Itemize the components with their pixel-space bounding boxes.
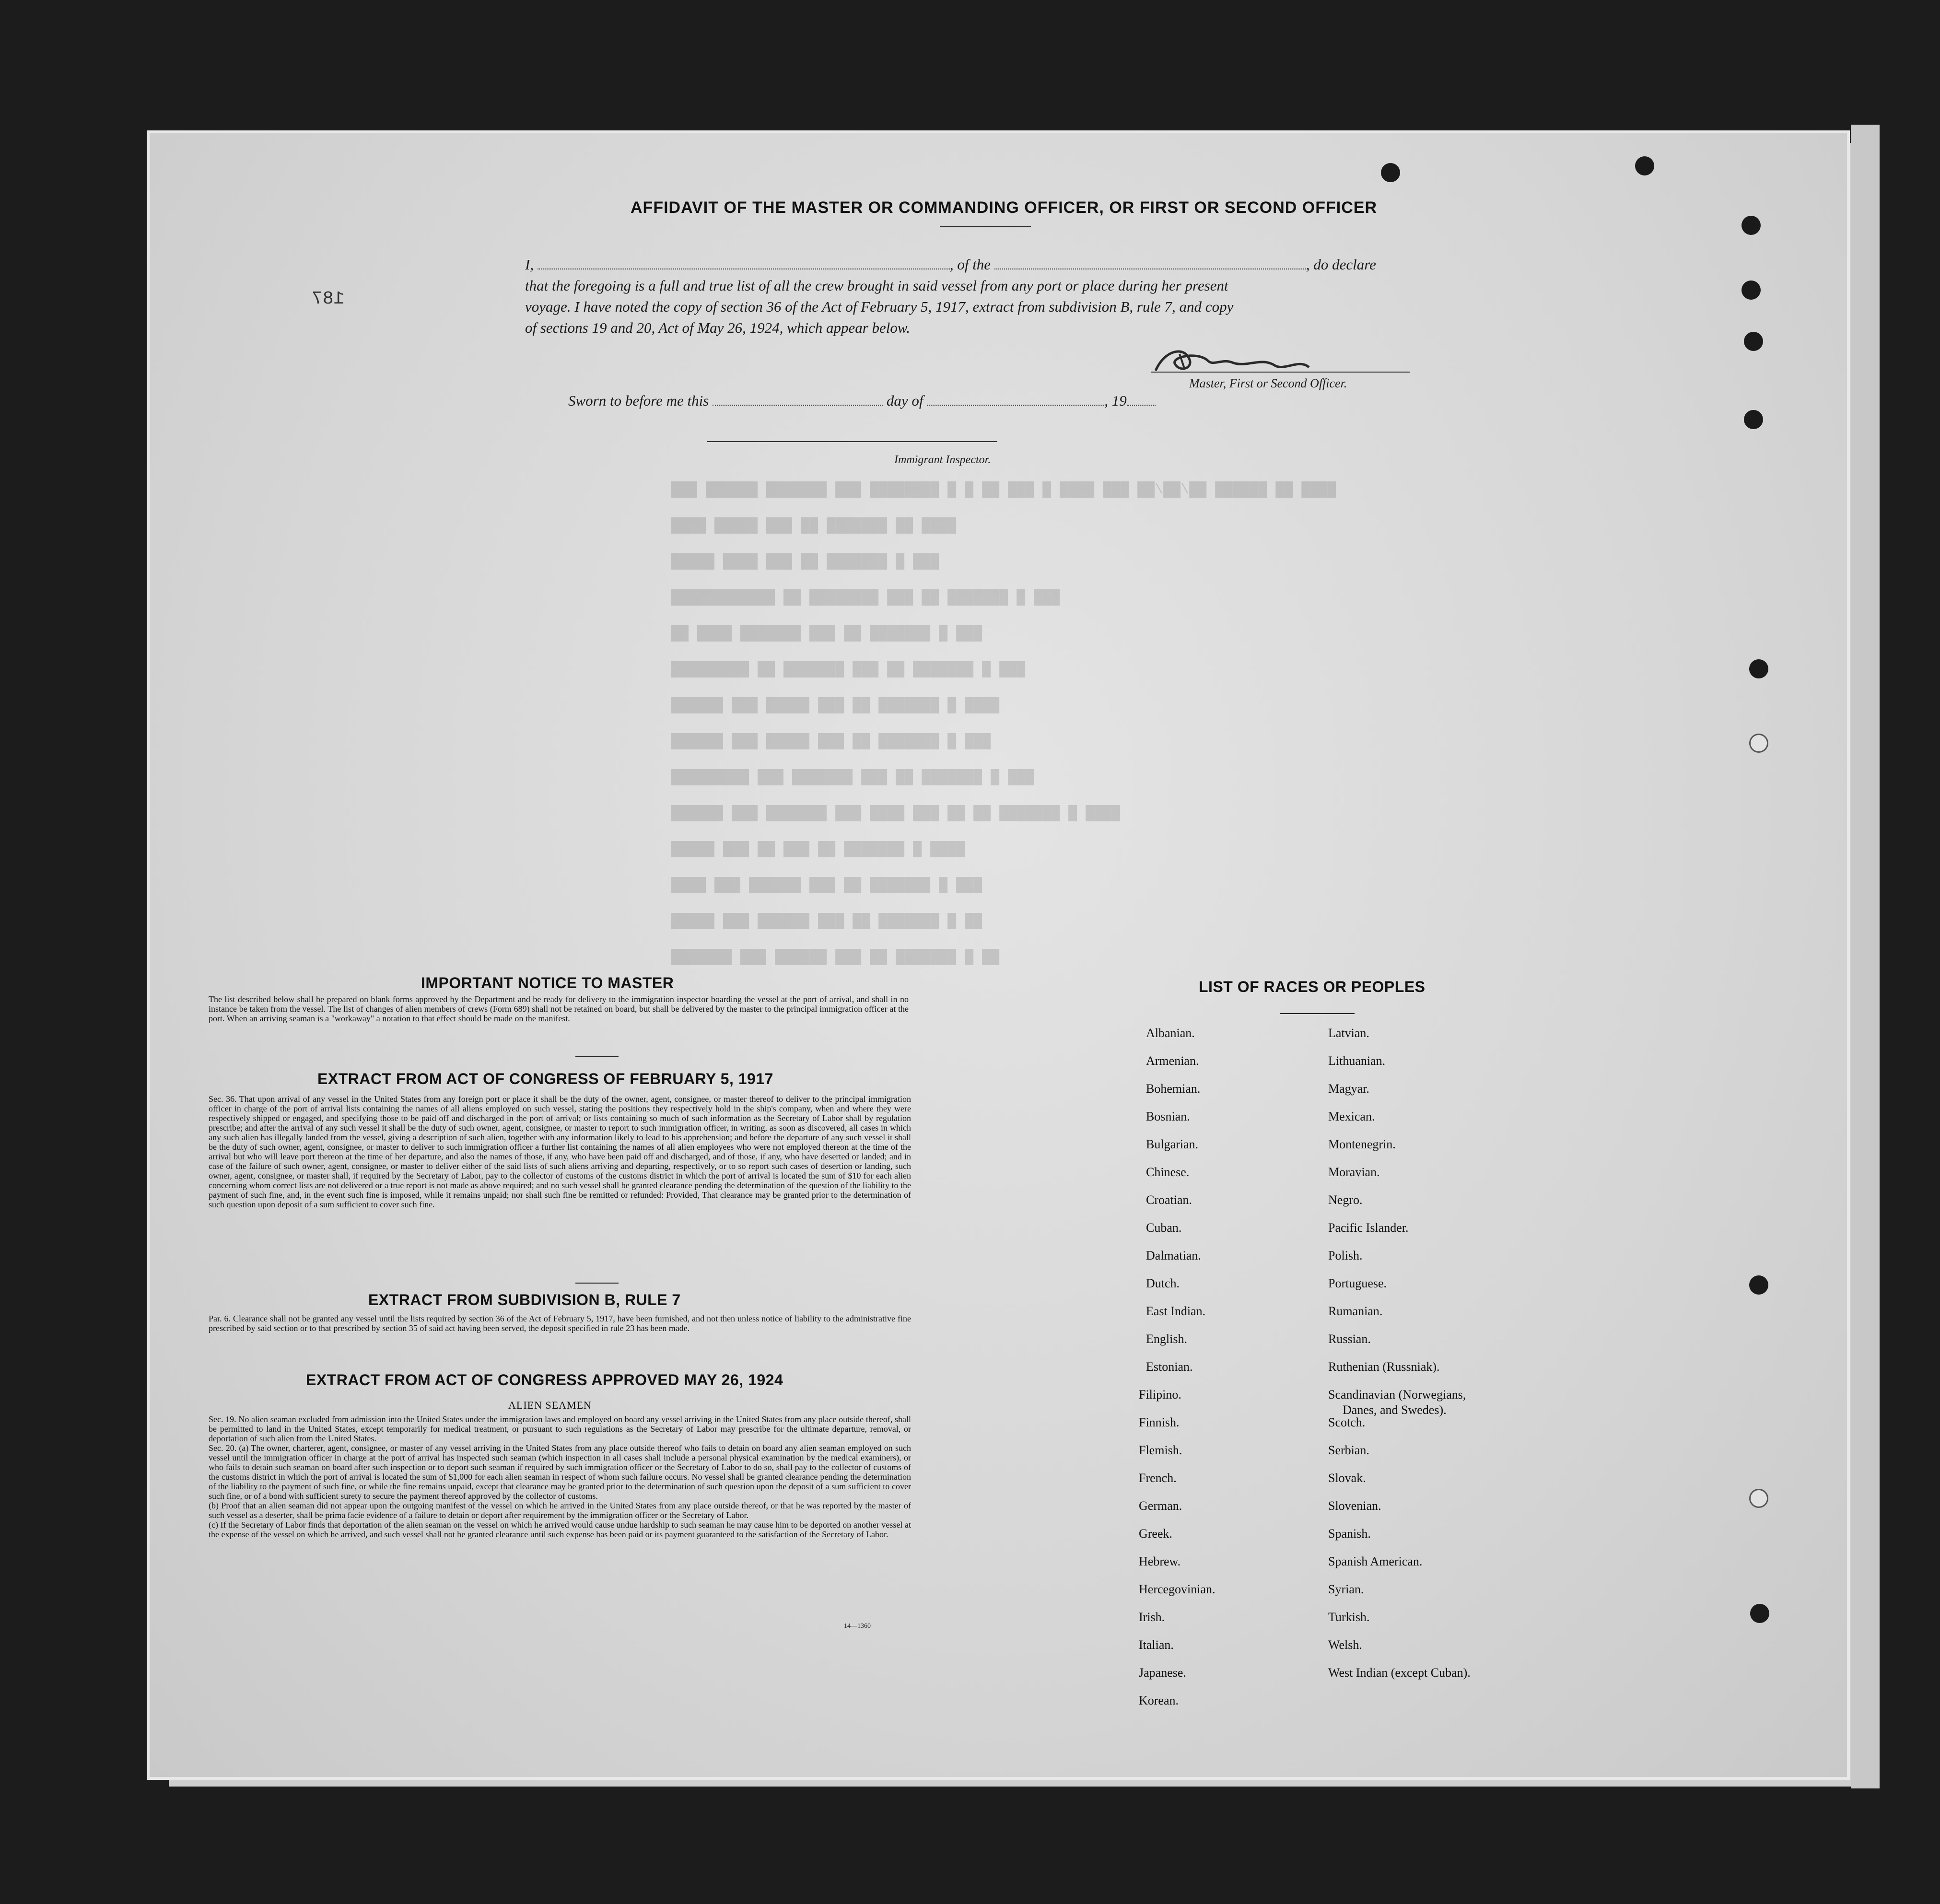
master-name-blank[interactable] [538, 256, 950, 269]
race-item: Scandinavian (Norwegians, [1328, 1388, 1466, 1402]
race-item: East Indian. [1146, 1304, 1206, 1318]
race-item: Syrian. [1328, 1582, 1364, 1596]
race-item: Armenian. [1146, 1054, 1199, 1068]
affidavit-text: , do declare [1306, 256, 1376, 273]
notice-body: The list described below shall be prepared on blank forms approved by the Department and be ready for delivery to the immigration inspector boarding the vessel at the port of arrival, and shall in no instance be taken from the vessel. The list of changes of alien members of crews (Form 689) shall not be retained on board, but shall be delivered by the master to the principal immigration officer at the port. When an arriving seaman is a "workaway" a notation to that effect should be made on the manifest. [209, 994, 909, 1023]
race-item: Flemish. [1139, 1443, 1182, 1457]
races-rule [1280, 1013, 1355, 1014]
race-item: Lithuanian. [1328, 1054, 1386, 1068]
signature-caption: Master, First or Second Officer. [1189, 376, 1347, 390]
race-item: Mexican. [1328, 1110, 1375, 1123]
race-item: Hercegovinian. [1139, 1582, 1215, 1596]
signature-scribble [1151, 344, 1371, 378]
punch-hole [1744, 332, 1763, 351]
race-item: Filipino. [1139, 1388, 1181, 1402]
affidavit-text: I, [525, 256, 534, 273]
race-item: Slovak. [1328, 1471, 1366, 1485]
vessel-name-blank[interactable] [994, 256, 1306, 269]
race-item: English. [1146, 1332, 1187, 1346]
race-item: Hebrew. [1139, 1554, 1181, 1568]
inspector-signature-line [707, 441, 997, 442]
race-item: Bulgarian. [1146, 1137, 1199, 1151]
section-rule [575, 1283, 619, 1284]
sec20a-text: Sec. 20. (a) The owner, charterer, agent, consignee, or master of any vessel arriving in the United States from any place outside thereof who fails to detain on board any alien seaman employed on such vessel until the immigration officer in charge at the port of arrival has inspected such seaman (which inspection in all cases shall include a personal physical examination by the medical examiners), or who fails to detain such seaman on board after such inspection or to deport such seaman if required by such immigration officer or the Secretary of Labor to do so, shall pay to the collector of customs of the customs district in which the port of arrival is located the sum of $1,000 for each alien seaman in respect of whom such failure occurs. No vessel shall be granted clearance pending the determination of the liability to the payment of such fine, or while the fine remains unpaid, except that clearance may be granted prior to the determination of such question upon the deposit of a sum sufficient to cover such fine, or of a bond with sufficient surety to secure the payment thereof approved by the collector of customs. [209, 1443, 911, 1501]
race-item: Magyar. [1328, 1082, 1369, 1096]
race-item: Spanish American. [1328, 1554, 1423, 1568]
race-item: Cuban. [1146, 1221, 1182, 1235]
race-item: Turkish. [1328, 1610, 1370, 1624]
race-item: Rumanian. [1328, 1304, 1383, 1318]
day-blank[interactable] [713, 392, 883, 406]
month-blank[interactable] [927, 392, 1104, 406]
race-item: Russian. [1328, 1332, 1371, 1346]
year-blank[interactable] [1127, 392, 1156, 406]
affidavit-body [525, 254, 1436, 339]
inspector-caption: Immigrant Inspector. [894, 454, 991, 466]
section-rule [575, 1056, 619, 1057]
punch-hole [1749, 734, 1768, 753]
race-item: Estonian. [1146, 1360, 1193, 1374]
race-item: Welsh. [1328, 1638, 1362, 1652]
punch-hole [1749, 1275, 1768, 1295]
race-item: Spanish. [1328, 1527, 1371, 1541]
race-item: French. [1139, 1471, 1177, 1485]
punch-hole [1741, 280, 1761, 300]
race-item: Chinese. [1146, 1165, 1190, 1179]
race-item: Korean. [1139, 1694, 1179, 1707]
affidavit-line-2: that the foregoing is a full and true list of all the crew brought in said vessel from any port or place during her present [525, 277, 1228, 294]
affidavit-line-4: of sections 19 and 20, Act of May 26, 1924, which appear below. [525, 319, 911, 336]
act-1924-body [209, 1414, 911, 1539]
form-number: 14—1360 [844, 1623, 871, 1630]
race-item: Finnish. [1139, 1415, 1180, 1429]
affidavit-line-3: voyage. I have noted the copy of section 36 of the Act of February 5, 1917, extract from subdivision B, rule 7, and copy [525, 298, 1234, 315]
sworn-text: Sworn to before me this [568, 392, 709, 409]
race-item: Scotch. [1328, 1415, 1366, 1429]
race-item: Polish. [1328, 1249, 1363, 1262]
act-1917-title: EXTRACT FROM ACT OF CONGRESS OF FEBRUARY 5, 1917 [317, 1070, 773, 1087]
sworn-text: day of [886, 392, 923, 409]
race-item: Negro. [1328, 1193, 1363, 1207]
sec20c-text: (c) If the Secretary of Labor finds that deportation of the alien seaman on the vessel on which he arrived would cause undue hardship to such seaman he may cause him to be deported on another vessel at the expense of the vessel on which he arrived, and such vessel shall not be granted clearance until such expense has been paid or its payment guaranteed to the satisfaction of the Secretary of Labor. [209, 1520, 911, 1539]
sworn-line [568, 392, 1156, 409]
race-item: Latvian. [1328, 1026, 1369, 1040]
sworn-text: , 19 [1104, 392, 1127, 409]
race-item: Danes, and Swedes). [1343, 1403, 1447, 1417]
punch-hole [1749, 659, 1768, 678]
title-rule [940, 226, 1031, 227]
rule7-body: Par. 6. Clearance shall not be granted any vessel until the lists required by section 36 of the Act of February 5, 1917, have been furnished, and not then unless notice of liability to the administrative fine prescribed by said section or to that prescribed by section 35 of said act having been served, the deposit specified in rule 23 has been made. [209, 1314, 911, 1333]
race-item: Slovenian. [1328, 1499, 1381, 1513]
race-item: Albanian. [1146, 1026, 1195, 1040]
race-item: Pacific Islander. [1328, 1221, 1409, 1235]
race-item: Moravian. [1328, 1165, 1380, 1179]
act-1917-body: Sec. 36. That upon arrival of any vessel in the United States from any foreign port or place it shall be the duty of the owner, agent, consignee, or master thereof to deliver to the principal immigration officer in charge of the port of arrival lists containing the names of all aliens employed on such vessel, stating the positions they respectively hold in the ship's company, when and where they were respectively shipped or engaged, and specifying those to be paid off and discharged in the port of arrival; or lists containing so much of such information as the Secretary of Labor shall by regulation prescribe; and after the arrival of any such vessel it shall be the duty of such owner, agent, consignee, or master to report to such immigration officer, in writing, as soon as discovered, all cases in which any such alien has illegally landed from the vessel, giving a description of such alien, together with any information likely to lead to his apprehension; and before the departure of any such vessel it shall be the duty of such owner, agent, consignee, or master to deliver to such immigration officer a further list containing the names of all alien employees who were not employed thereon at the time of the arrival but who will leave port thereon at the time of her departure, and also the names of those, if any, who have been paid off and discharged, and of those, if any, who have deserted or landed; and in case of the failure of such owner, agent, consignee, or master to deliver either of the said lists of such aliens arriving and departing, respectively, or to so report such cases of desertion or landing, such owner, agent, consignee, or master shall, if required by the Secretary of Labor, pay to the collector of customs of the customs district in which the port of arrival is located the sum of $10 for each alien concerning whom correct lists are not delivered or a true report is not made as above required; and no such vessel shall be granted clearance pending the determination of the question of the liability to the payment of such fine, and, in the event such fine is imposed, while it remains unpaid; nor shall such fine be remitted or refunded: Provided, That clearance may be granted prior to the determination of such question upon deposit of a sum sufficient to cover such fine. [209, 1094, 912, 1209]
race-item: Ruthenian (Russniak). [1328, 1360, 1440, 1374]
race-item: Bosnian. [1146, 1110, 1190, 1123]
race-item: Dutch. [1146, 1276, 1180, 1290]
rule7-title: EXTRACT FROM SUBDIVISION B, RULE 7 [368, 1291, 681, 1308]
signature-line [1151, 372, 1410, 373]
affidavit-text: , of the [949, 256, 991, 273]
punch-hole [1749, 1489, 1768, 1508]
race-item: Bohemian. [1146, 1082, 1201, 1096]
race-item: Irish. [1139, 1610, 1165, 1624]
affidavit-title: AFFIDAVIT OF THE MASTER OR COMMANDING OFFICER, OR FIRST OR SECOND OFFICER [631, 199, 1377, 217]
races-title: LIST OF RACES OR PEOPLES [1199, 978, 1426, 995]
race-item: Greek. [1139, 1527, 1173, 1541]
page-edge [1851, 125, 1880, 1788]
race-item: German. [1139, 1499, 1182, 1513]
race-item: West Indian (except Cuban). [1328, 1666, 1471, 1680]
race-item: Montenegrin. [1328, 1137, 1396, 1151]
notice-title: IMPORTANT NOTICE TO MASTER [421, 974, 674, 992]
sec19-text: Sec. 19. No alien seaman excluded from admission into the United States under the immigration laws and employed on board any vessel arriving in the United States from any place outside thereof, shall be permitted to land in the United States, except temporarily for medical treatment, or pursuant to such regulations as the Secretary of Labor may prescribe for the ultimate departure, removal, or deportation of such alien from the United States. [209, 1414, 911, 1443]
act-1924-title: EXTRACT FROM ACT OF CONGRESS APPROVED MAY 26, 1924 [306, 1371, 783, 1389]
race-item: Italian. [1139, 1638, 1174, 1652]
affidavit-line-1 [525, 254, 1436, 275]
punch-hole [1741, 216, 1761, 235]
race-item: Japanese. [1139, 1666, 1186, 1680]
alien-seamen-subtitle: ALIEN SEAMEN [508, 1399, 592, 1411]
punch-hole [1635, 156, 1654, 175]
race-item: Serbian. [1328, 1443, 1369, 1457]
punch-hole [1381, 163, 1400, 182]
punch-hole [1744, 410, 1763, 429]
race-item: Portuguese. [1328, 1276, 1387, 1290]
page-number-bleed: 187 [312, 289, 345, 309]
race-item: Croatian. [1146, 1193, 1192, 1207]
sec20b-text: (b) Proof that an alien seaman did not appear upon the outgoing manifest of the vessel on which he arrived in the United States from any place outside thereof, or that he was reported by the master of such vessel as a deserter, shall be prima facie evidence of a failure to detain or deport after requirement by the immigration officer or the Secretary of Labor. [209, 1501, 911, 1520]
punch-hole [1750, 1604, 1769, 1623]
race-item: Dalmatian. [1146, 1249, 1201, 1262]
